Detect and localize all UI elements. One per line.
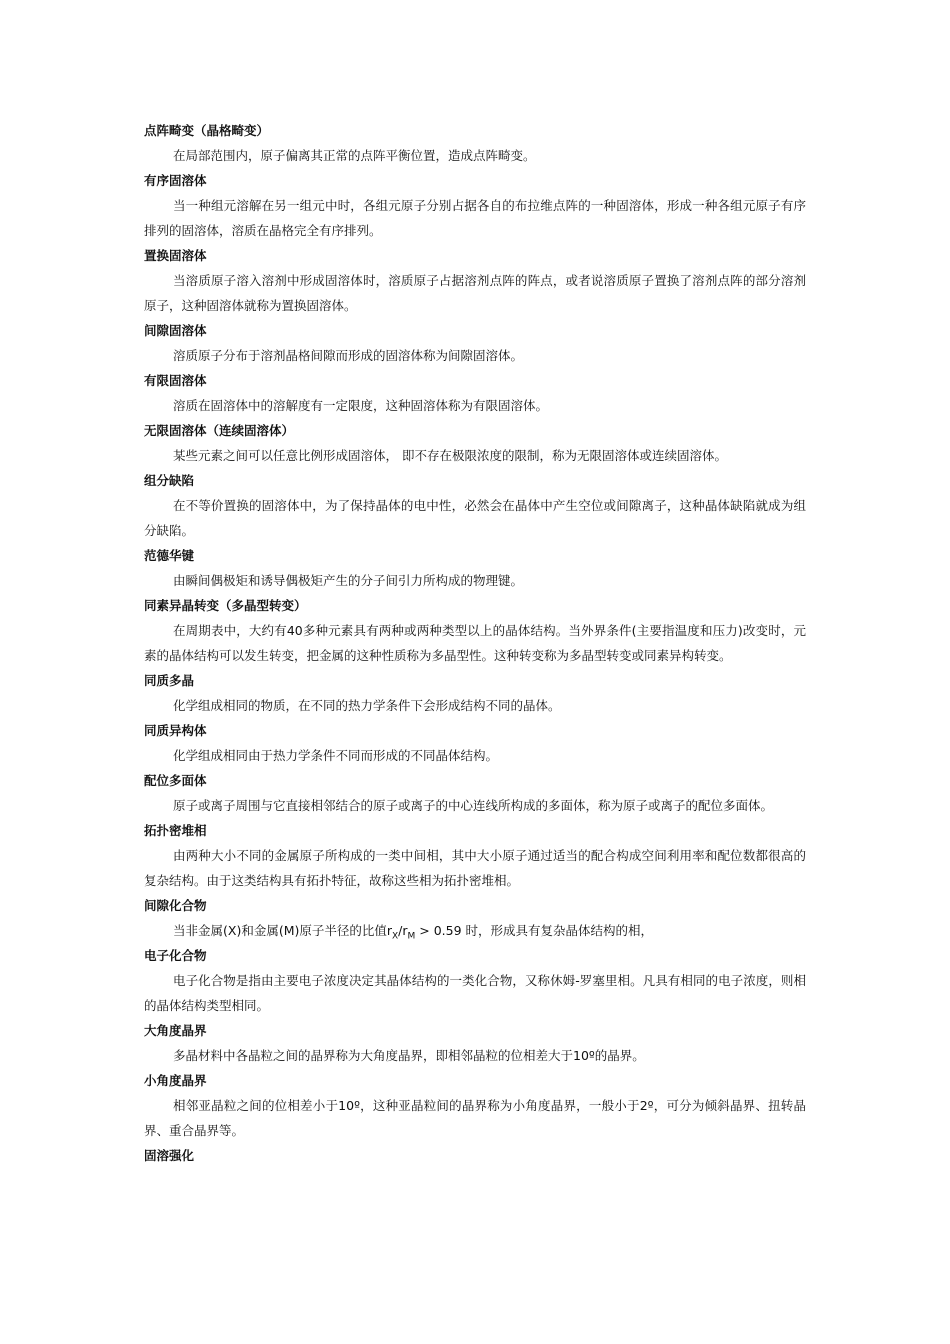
term-definition: 电子化合物是指由主要电子浓度决定其晶体结构的一类化合物，又称休姆-罗塞里相。凡具有相同的电子浓度，则相的晶体结构类型相同。: [144, 973, 806, 1013]
term-definition: 当一种组元溶解在另一组元中时，各组元原子分别占据各自的布拉维点阵的一种固溶体，形成一种各组元原子有序排列的固溶体，溶质在晶格完全有序排列。: [144, 198, 806, 238]
term-definition: 溶质原子分布于溶剂晶格间隙而形成的固溶体称为间隙固溶体。: [173, 348, 524, 363]
term-definition: 化学组成相同的物质，在不同的热力学条件下会形成结构不同的晶体。: [173, 698, 561, 713]
term-title: 电子化合物: [144, 948, 207, 963]
formula-slash: /r: [398, 923, 408, 938]
term-definition: 多晶材料中各晶粒之间的晶界称为大角度晶界，即相邻晶粒的位相差大于10º的晶界。: [173, 1048, 645, 1063]
term-definition: 在周期表中，大约有40多种元素具有两种或两种类型以上的晶体结构。当外界条件(主要指温度和压力)改变时，元素的晶体结构可以发生转变，把金属的这种性质称为多晶型性。这种转变称为多晶型转变或同素异构转变。: [144, 623, 806, 663]
term-title: 点阵畸变（晶格畸变）: [144, 123, 270, 138]
term-title: 小角度晶界: [144, 1073, 207, 1088]
term-definition: 当溶质原子溶入溶剂中形成固溶体时，溶质原子占据溶剂点阵的阵点，或者说溶质原子置换了溶剂点阵的部分溶剂原子，这种固溶体就称为置换固溶体。: [144, 273, 806, 313]
formula-subscript-m: M: [407, 931, 416, 942]
term-definition: 某些元素之间可以任意比例形成固溶体， 即不存在极限浓度的限制，称为无限固溶体或连续固溶体。: [173, 448, 727, 463]
term-title: 大角度晶界: [144, 1023, 207, 1038]
term-title: 间隙化合物: [144, 898, 207, 913]
term-definition: 化学组成相同由于热力学条件不同而形成的不同晶体结构。: [173, 748, 499, 763]
term-title: 同质多晶: [144, 673, 195, 688]
glossary-content: [144, 118, 806, 1168]
term-definition: 相邻亚晶粒之间的位相差小于10º，这种亚晶粒间的晶界称为小角度晶界，一般小于2º，可分为倾斜晶界、扭转晶界、重合晶界等。: [144, 1098, 806, 1138]
term-definition: 由瞬间偶极矩和诱导偶极矩产生的分子间引力所构成的物理键。: [173, 573, 524, 588]
term-title: 间隙固溶体: [144, 323, 207, 338]
term-definition: 原子或离子周围与它直接相邻结合的原子或离子的中心连线所构成的多面体，称为原子或离子的配位多面体。: [173, 798, 774, 813]
term-title: 组分缺陷: [144, 473, 195, 488]
term-definition-formula: [144, 918, 806, 943]
term-title: 有序固溶体: [144, 173, 207, 188]
term-title: 配位多面体: [144, 773, 207, 788]
term-title: 有限固溶体: [144, 373, 207, 388]
term-definition: 在局部范围内，原子偏离其正常的点阵平衡位置，造成点阵畸变。: [173, 148, 536, 163]
formula-text-after: > 0.59 时，形成具有复杂晶体结构的相，: [415, 923, 654, 938]
term-definition: 由两种大小不同的金属原子所构成的一类中间相，其中大小原子通过适当的配合构成空间利用率和配位数都很高的复杂结构。由于这类结构具有拓扑特征，故称这些相为拓扑密堆相。: [144, 848, 806, 888]
term-title: 置换固溶体: [144, 248, 207, 263]
term-definition: 在不等价置换的固溶体中，为了保持晶体的电中性，必然会在晶体中产生空位或间隙离子，这种晶体缺陷就成为组分缺陷。: [144, 498, 806, 538]
formula-subscript-x: X: [392, 931, 399, 942]
term-title: 范德华键: [144, 548, 195, 563]
formula-text-before: 当非金属(X)和金属(M)原子半径的比值r: [173, 923, 392, 938]
term-definition: 溶质在固溶体中的溶解度有一定限度，这种固溶体称为有限固溶体。: [173, 398, 549, 413]
term-title: 同素异晶转变（多晶型转变）: [144, 598, 307, 613]
term-title: 无限固溶体（连续固溶体）: [144, 423, 295, 438]
term-title: 拓扑密堆相: [144, 823, 207, 838]
term-title: 同质异构体: [144, 723, 207, 738]
term-title: 固溶强化: [144, 1148, 195, 1163]
